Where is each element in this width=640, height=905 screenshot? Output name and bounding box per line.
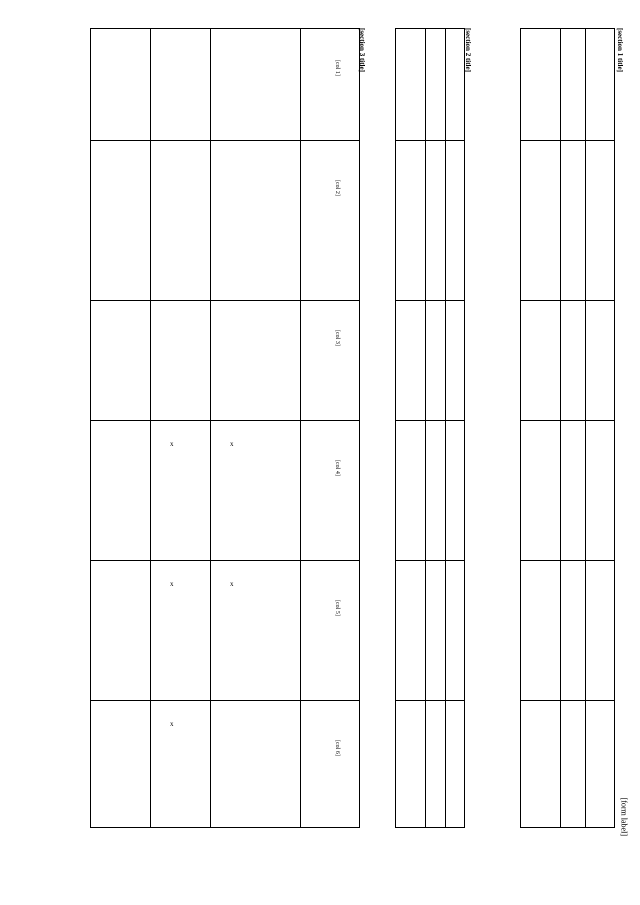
section-2-table [395,28,465,828]
cross-mark: x [230,580,234,588]
section-3-table [90,28,360,828]
section-2-title: [section 2 title] [464,28,472,72]
column-label: [col 6] [334,740,340,756]
section-3-title: [section 3 title] [358,28,366,72]
column-label: [col 5] [334,600,340,616]
section-1-table [520,28,615,828]
column-label: [col 2] [334,180,340,196]
cross-mark: x [230,440,234,448]
section-1-title: [section 1 title] [616,28,624,72]
column-label: [col 4] [334,460,340,476]
cross-mark: x [170,720,174,728]
column-label: [col 1] [334,60,340,76]
form-label: [form label] [619,797,628,836]
cross-mark: x [170,580,174,588]
cross-mark: x [170,440,174,448]
column-label: [col 3] [334,330,340,346]
